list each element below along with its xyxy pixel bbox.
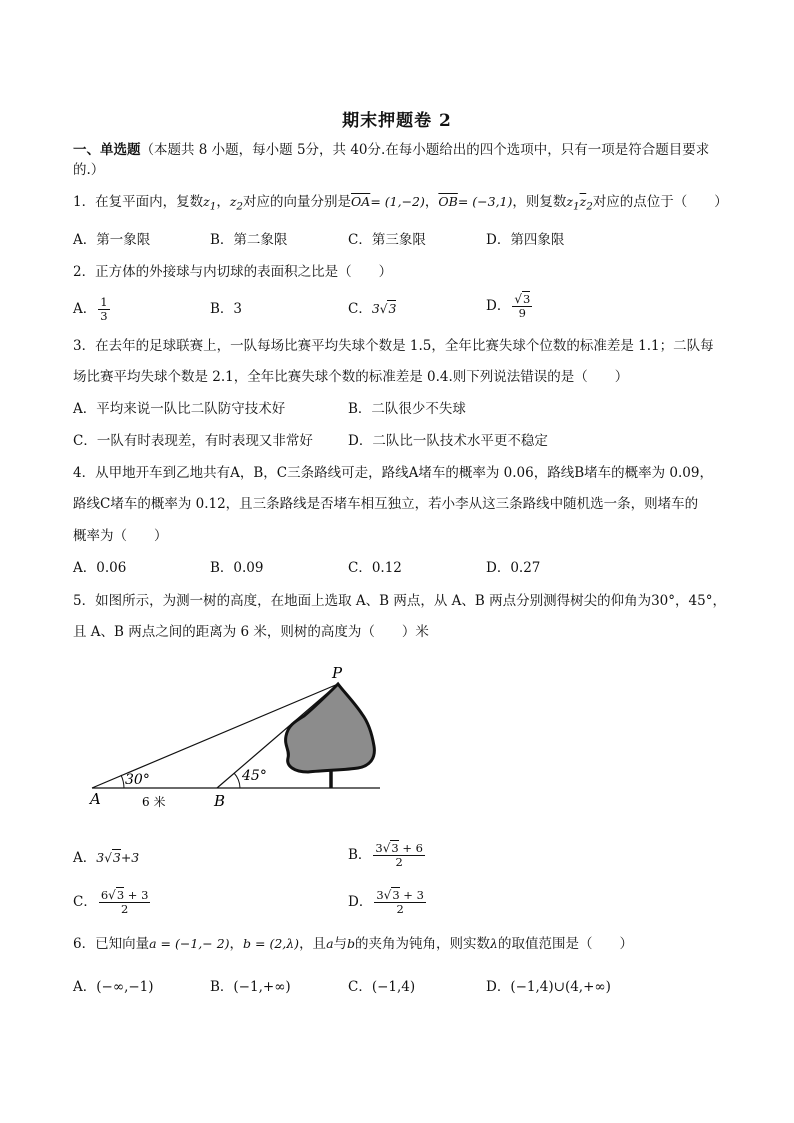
question-5-line2: 且 A、B 两点之间的距离为 6 米，则树的高度为（ ）米 (73, 624, 429, 640)
page-title: 期末押题卷 2 (342, 111, 452, 131)
q2-option-d: D． $\frac{√3}{9}$ (486, 292, 531, 320)
question-3-line1: 3．在去年的足球联赛上，一队每场比赛平均失球个数是 1.5，全年比赛失球个位数的标准差是 1.1；二队每 (73, 338, 714, 354)
section-heading: 一、单选题 (73, 142, 141, 158)
q1-option-b: B．第二象限 (210, 232, 288, 248)
angle-a-label: 30° (125, 772, 150, 788)
question-6-stem: 6．已知向量a = (−1,− 2)，b = (2,λ)，且a与b的夹角为钝角，则实数λ的取值范围是（ ） (73, 936, 633, 952)
section-note-cont: 的.） (73, 162, 105, 178)
q3-option-c: C．一队有时表现差，有时表现又非常好 (73, 433, 313, 449)
q4-option-d: D．0.27 (486, 560, 541, 576)
q6-option-b: B．(−1,+∞) (210, 979, 291, 995)
q6-option-a: A．(−∞,−1) (73, 979, 154, 995)
label-a: A (90, 790, 101, 808)
q2-option-b: B．3 (210, 301, 243, 317)
question-3-line2: 场比赛平均失球个数是 2.1，全年比赛失球个数的标准差是 0.4.则下列说法错误的是（ ） (73, 369, 629, 385)
q5-option-a: A．3√3+3 (73, 850, 140, 866)
q5-option-d: D． $\frac{3√3 + 3}{2}$ (348, 888, 424, 916)
q3-option-a: A．平均来说一队比二队防守技术好 (73, 401, 286, 417)
q6-option-c: C．(−1,4) (348, 979, 416, 995)
q3-option-b: B．二队很少不失球 (348, 401, 466, 417)
q5-option-c: C． $\frac{6√3 + 3}{2}$ (73, 888, 149, 916)
q1-option-d: D．第四象限 (486, 232, 565, 248)
section-note: （本题共 8 小题，每小题 5分，共 40分.在每小题给出的四个选项中，只有一项是符合题目要求 (140, 142, 710, 158)
question-4-line1: 4．从甲地开车到乙地共有A，B，C三条路线可走，路线A堵车的概率为 0.06，路线B堵车的概率为 0.09， (73, 465, 713, 481)
question-4-line3: 概率为（ ） (73, 528, 168, 544)
q4-option-b: B．0.09 (210, 560, 264, 576)
distance-label: 6 米 (142, 795, 166, 809)
section-heading-line (73, 140, 709, 160)
angle-b-label: 45° (242, 768, 267, 784)
question-5-line1: 5．如图所示，为测一树的高度，在地面上选取 A、B 两点，从 A、B 两点分别测得树尖的仰角为30°，45°， (73, 593, 726, 609)
question-4-line2: 路线C堵车的概率为 0.12，且三条路线是否堵车相互独立，若小李从这三条路线中随机选一条，则堵车的 (73, 496, 699, 512)
label-p: P (332, 664, 343, 682)
q4-option-a: A．0.06 (73, 560, 127, 576)
q1-option-a: A．第一象限 (73, 232, 151, 248)
angle-arc-a (121, 775, 124, 788)
question-2-stem: 2．正方体的外接球与内切球的表面积之比是（ ） (73, 264, 393, 280)
q6-option-d: D．(−1,4)∪(4,+∞) (486, 979, 611, 995)
tree-height-figure (82, 662, 402, 812)
angle-arc-b (234, 773, 240, 788)
q5-option-b: B． $\frac{3√3 + 6}{2}$ (348, 841, 423, 869)
question-1-stem: 1．在复平面内，复数$z_1$，$z_2$对应的向量分别是$\overline{OA}= (1,-2)$，$\overline{OB}= (-3,1)$，则复数$z_1\overline{z}_2$对应的点位于（ ） (73, 194, 728, 213)
q2-option-a: A． $\frac{1}{3}$ (73, 295, 108, 323)
tree-crown (286, 684, 375, 772)
q4-option-c: C．0.12 (348, 560, 402, 576)
label-b: B (214, 792, 226, 810)
q1-option-c: C．第三象限 (348, 232, 426, 248)
q2-option-c: C．3√3 (348, 301, 397, 317)
q3-option-d: D．二队比一队技术水平更不稳定 (348, 433, 548, 449)
